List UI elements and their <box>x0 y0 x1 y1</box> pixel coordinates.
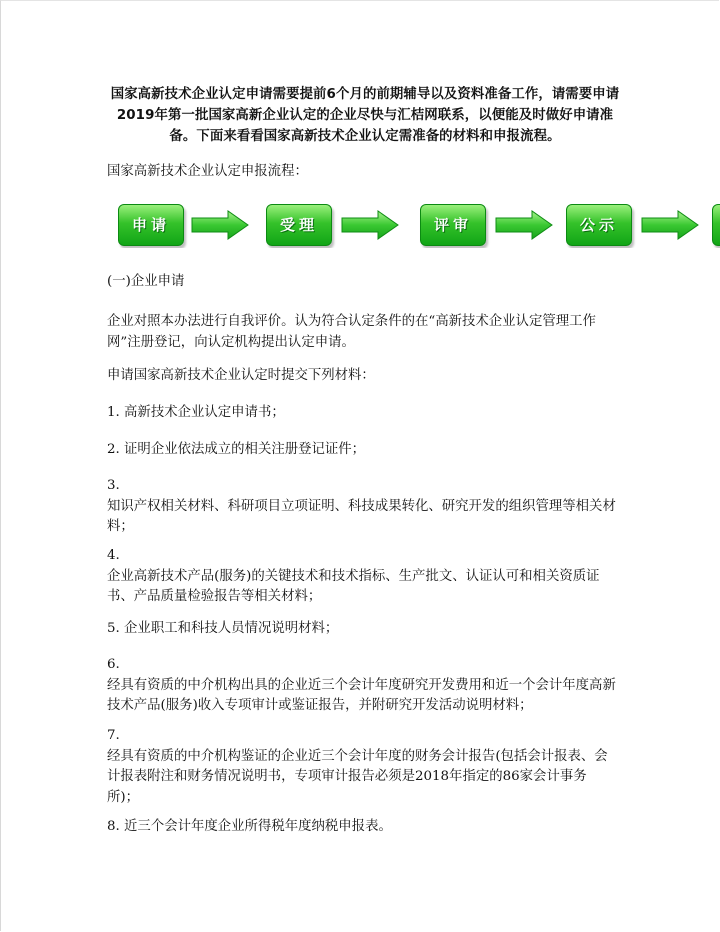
item-number: 7. <box>107 728 120 743</box>
item-text: 近三个会计年度企业所得税年度纳税申报表。 <box>124 819 392 834</box>
flow-step-next-partial <box>712 204 720 246</box>
flow-step-accept: 受理 <box>266 204 332 246</box>
flow-arrow-icon <box>340 210 400 240</box>
list-item-1 <box>107 403 617 424</box>
section-body: 企业对照本办法进行自我评价。认为符合认定条件的在“高新技术企业认定管理工作网”注册登记，向认定机构提出认定申请。 <box>107 314 596 350</box>
item-text: 经具有资质的中介机构鉴证的企业近三个会计年度的财务会计报告(包括会计报表、会计报表附注和财务情况说明书，专项审计报告必须是2018年指定的86家会计事务所)； <box>107 748 608 805</box>
item-number: 8. <box>107 819 120 834</box>
item-text: 高新技术企业认定申请书； <box>124 405 285 420</box>
flow-step-publicize: 公示 <box>566 204 632 246</box>
intro-paragraph: 国家高新技术企业认定申请需要提前6个月的前期辅导以及资料准备工作，请需要申请2019年第一批国家高新企业认定的企业尽快与汇桔网联系，以便能及时做好申请准备。下面来看看国家高新技术企业认定需准备的材料和申报流程。 <box>110 87 620 144</box>
flow-arrow-icon <box>190 210 250 240</box>
list-item-7 <box>107 726 617 808</box>
list-item-8 <box>107 817 617 838</box>
item-text: 企业职工和科技人员情况说明材料； <box>124 621 339 636</box>
section-title: (一)企业申请 <box>107 274 185 289</box>
item-number: 3. <box>107 478 120 493</box>
item-text: 知识产权相关材料、科研项目立项证明、科技成果转化、研究开发的组织管理等相关材料； <box>107 498 616 534</box>
list-item-5 <box>107 619 617 640</box>
item-number: 6. <box>107 657 120 672</box>
list-item-4 <box>107 546 617 608</box>
list-item-2 <box>107 440 617 461</box>
flow-step-review: 评审 <box>420 204 486 246</box>
list-item-3 <box>107 476 617 538</box>
flow-step-apply: 申请 <box>118 204 184 246</box>
item-number: 2. <box>107 442 120 457</box>
item-number: 4. <box>107 548 120 563</box>
flow-arrow-icon <box>494 210 554 240</box>
item-number: 5. <box>107 621 120 636</box>
item-text: 经具有资质的中介机构出具的企业近三个会计年度研究开发费用和近一个会计年度高新技术产品(服务)收入专项审计或鉴证报告，并附研究开发活动说明材料； <box>107 677 616 713</box>
flow-arrow-icon <box>640 210 700 240</box>
materials-heading: 申请国家高新技术企业认定时提交下列材料： <box>107 368 375 383</box>
list-item-6 <box>107 655 617 717</box>
item-text: 企业高新技术产品(服务)的关键技术和技术指标、生产批文、认证认可和相关资质证书、产品质量检验报告等相关材料； <box>107 568 600 604</box>
flow-heading: 国家高新技术企业认定申报流程： <box>107 164 308 179</box>
item-text: 证明企业依法成立的相关注册登记证件； <box>124 442 366 457</box>
item-number: 1. <box>107 405 120 420</box>
process-flow-diagram <box>118 204 720 248</box>
